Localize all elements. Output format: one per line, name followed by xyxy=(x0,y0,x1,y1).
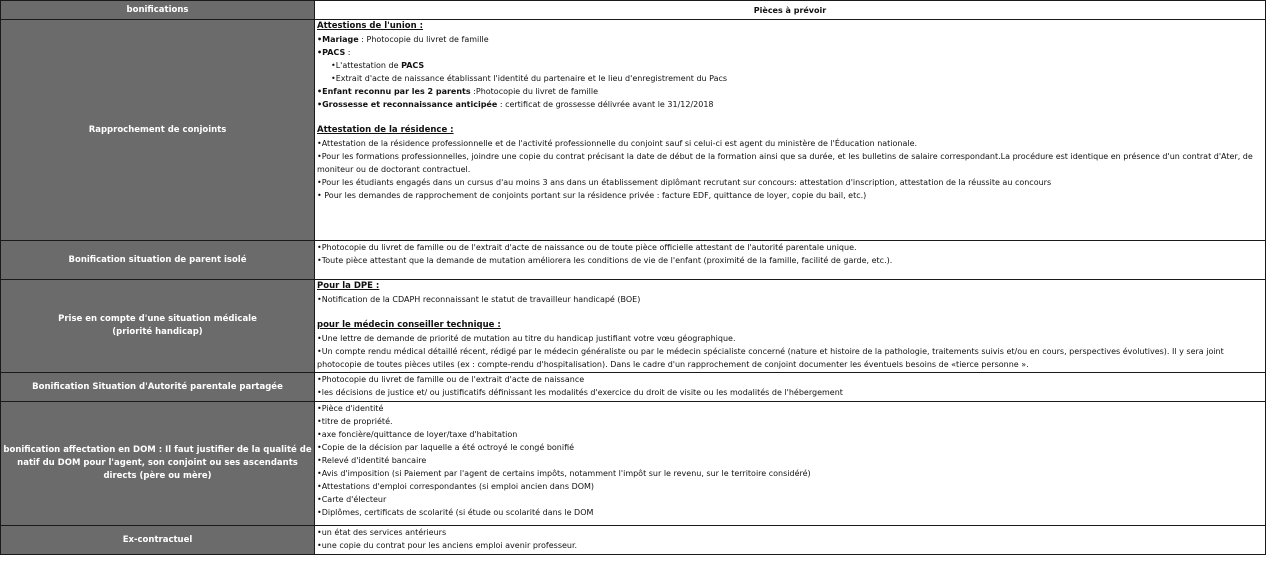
label-parent-isole: Bonification situation de parent isolé xyxy=(1,241,315,280)
enfant-line: •Enfant reconnu par les 2 parents :Photocopie du livret de famille xyxy=(317,87,598,96)
list-item: •axe foncière/quittance de loyer/taxe d'habitation xyxy=(317,430,518,439)
list-item: •Photocopie du livret de famille ou de l'extrait d'acte de naissance ou de toute pièce officielle attestant de l'autorité parentale unique. xyxy=(317,243,857,252)
list-item: •une copie du contrat pour les anciens emploi avenir professeur. xyxy=(317,541,578,550)
list-item: •Un compte rendu médical détaillé récent, rédigé par le médecin généraliste ou par le médecin spécialiste concerné (nature et histoire de la pathologie, traitements suivis et/ou en cours, perspectives évolutives). Il y sera joint photocopie de toutes pièces utiles (ex : compte-rendu d'hospitalisation). Dans le cadre d'un rapprochement de conjoint documenter les éventuels besoins de «tierce personne ». xyxy=(317,347,1224,369)
residence-item: • Pour les demandes de rapprochement de conjoints portant sur la résidence privée : facture EDF, quittance de loyer, copie du bail, etc.) xyxy=(317,191,867,200)
list-item: •Toute pièce attestant que la demande de mutation améliorera les conditions de vie de l'enfant (proximité de la famille, facilité de garde, etc.). xyxy=(317,256,893,265)
pacs-line: •PACS : xyxy=(317,48,351,57)
row-medicale xyxy=(1,280,1266,373)
list-item: •Une lettre de demande de priorité de mutation au titre du handicap justifiant votre vœu géographique. xyxy=(317,334,736,343)
label-dom: bonification affectation en DOM : Il faut justifier de la qualité de natif du DOM pour l'agent, son conjoint ou ses ascendants directs (père ou mère) xyxy=(1,402,315,526)
row-parent-isole xyxy=(1,241,1266,280)
list-item: •Photocopie du livret de famille ou de l'extrait d'acte de naissance xyxy=(317,375,585,384)
list-item: •Notification de la CDAPH reconnaissant le statut de travailleur handicapé (BOE) xyxy=(317,295,641,304)
dpe-title: Pour la DPE : xyxy=(317,281,380,291)
residence-item: •Pour les formations professionnelles, joindre une copie du contrat précisant la date de début de la formation ainsi que sa durée, et les bulletins de salaire correspondant.La procédure est identique en présence d'un contrat d'Ater, de moniteur ou de doctorant contractuel. xyxy=(317,152,1253,174)
row-ex-contractuel xyxy=(1,526,1266,555)
content-parent-isole xyxy=(315,241,1266,280)
medecin-title: pour le médecin conseiller technique : xyxy=(317,320,501,330)
header-bonifications: bonifications xyxy=(1,1,315,20)
list-item: •Copie de la décision par laquelle a été octroyé le congé bonifié xyxy=(317,443,575,452)
content-ex-contractuel xyxy=(315,526,1266,555)
label-autorite: Bonification Situation d'Autorité parentale partagée xyxy=(1,373,315,402)
list-item: •Relevé d'identité bancaire xyxy=(317,456,427,465)
union-title: Attestions de l'union : xyxy=(317,21,424,31)
row-rapprochement xyxy=(1,20,1266,241)
row-autorite xyxy=(1,373,1266,402)
label-medicale: Prise en compte d'une situation médicale (priorité handicap) xyxy=(1,280,315,373)
content-rapprochement xyxy=(315,20,1266,241)
pacs-sub1: •L'attestation de PACS xyxy=(331,61,425,70)
row-dom xyxy=(1,402,1266,526)
grossesse-line: •Grossesse et reconnaissance anticipée : certificat de grossesse délivrée avant le 31/12/2018 xyxy=(317,100,714,109)
list-item: •les décisions de justice et/ ou justificatifs définissant les modalités d'exercice du droit de visite ou les modalités de l'hébergement xyxy=(317,388,843,397)
content-dom xyxy=(315,402,1266,526)
residence-item: •Pour les étudiants engagés dans un cursus d'au moins 3 ans dans un établissement diplômant recrutant sur concours: attestation d'inscription, attestation de la réussite au concours xyxy=(317,178,1052,187)
list-item: •un état des services antérieurs xyxy=(317,528,447,537)
residence-title: Attestation de la résidence : xyxy=(317,125,454,135)
list-item: •Attestations d'emploi correspondantes (si emploi ancien dans DOM) xyxy=(317,482,595,491)
content-autorite xyxy=(315,373,1266,402)
list-item: •Avis d'imposition (si Paiement par l'agent de certains impôts, notamment l'impôt sur le revenu, sur le territoire considéré) xyxy=(317,469,811,478)
label-ex-contractuel: Ex-contractuel xyxy=(1,526,315,555)
label-rapprochement: Rapprochement de conjoints xyxy=(1,20,315,241)
header-pieces: Pièces à prévoir xyxy=(315,1,1266,20)
header-row xyxy=(1,1,1266,20)
mariage-line: •Mariage : Photocopie du livret de famille xyxy=(317,35,489,44)
list-item: •titre de propriété. xyxy=(317,417,393,426)
residence-item: •Attestation de la résidence professionnelle et de l'activité professionnelle du conjoint sauf si celui-ci est agent du ministère de l'Éducation nationale. xyxy=(317,139,918,148)
list-item: •Carte d'électeur xyxy=(317,495,387,504)
list-item: •Pièce d'identité xyxy=(317,404,384,413)
pacs-sub2: •Extrait d'acte de naissance établissant l'identité du partenaire et le lieu d'enregistrement du Pacs xyxy=(331,74,728,83)
list-item: •Diplômes, certificats de scolarité (si étude ou scolarité dans le DOM xyxy=(317,508,594,517)
content-medicale xyxy=(315,280,1266,373)
